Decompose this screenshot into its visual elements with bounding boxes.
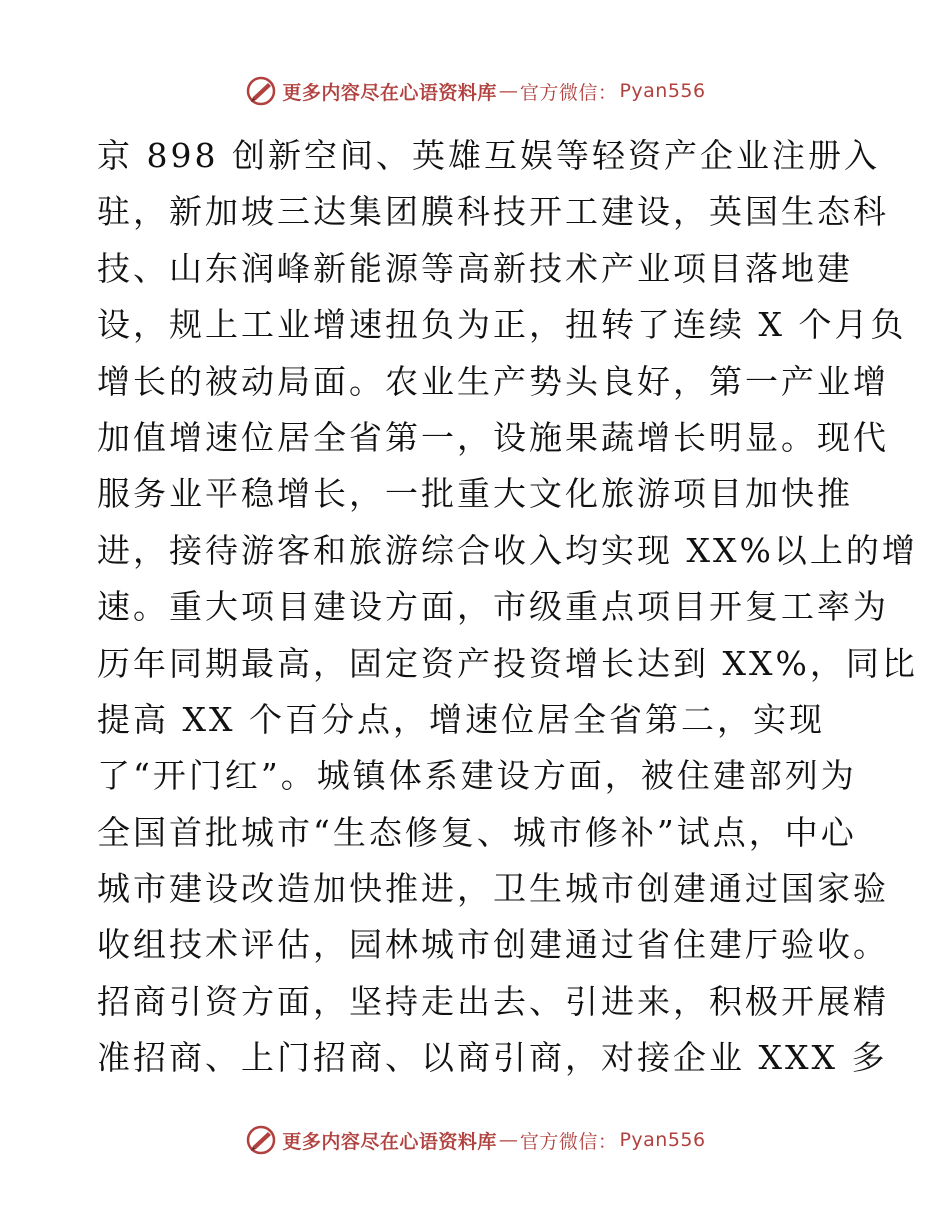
- watermark-contact-label: 官方微信：: [519, 1130, 618, 1153]
- text-line: 全国首批城市“生态修复、城市修补”试点，中心: [97, 812, 857, 852]
- text-line: 招商引资方面，坚持走出去、引进来，积极开展精: [97, 981, 889, 1021]
- text-line: 速。重大项目建设方面，市级重点项目开复工率为: [97, 587, 889, 627]
- watermark-wechat-id: Pyan556: [619, 1129, 706, 1151]
- text-line: 城市建设改造加快推进，卫生城市创建通过国家验: [97, 869, 889, 909]
- text-line: 加值增速位居全省第一，设施果蔬增长明显。现代: [97, 417, 889, 457]
- footer-watermark: [0, 1123, 950, 1157]
- text-line: 准招商、上门招商、以商引商，对接企业 XXX 多: [97, 1038, 888, 1078]
- text-line: 了“开门红”。城镇体系建设方面，被住建部列为: [97, 756, 857, 796]
- watermark-separator: —: [498, 80, 517, 102]
- text-line: 设，规上工业增速扭负为正，扭转了连续 X 个月负: [97, 305, 907, 345]
- logo-icon: [244, 1123, 278, 1157]
- text-line: 进，接待游客和旅游综合收入均实现 XX%以上的增: [97, 530, 918, 570]
- text-line: 历年同期最高，固定资产投资增长达到 XX%，同比: [97, 643, 918, 683]
- header-watermark: [0, 74, 950, 108]
- watermark-separator: —: [498, 1129, 517, 1151]
- text-line: 提高 XX 个百分点，增速位居全省第二，实现: [97, 699, 825, 739]
- text-line: 增长的被动局面。农业生产势头良好，第一产业增: [97, 361, 889, 401]
- text-line: 收组技术评估，园林城市创建通过省住建厅验收。: [97, 925, 889, 965]
- watermark-brand: 更多内容尽在心语资料库: [282, 81, 497, 104]
- document-body: [97, 128, 918, 1087]
- text-line: 京 898 创新空间、英雄互娱等轻资产企业注册入: [97, 136, 880, 175]
- text-line: 驻，新加坡三达集团膜科技开工建设，英国生态科: [97, 192, 889, 232]
- text-line: 技、山东润峰新能源等高新技术产业项目落地建: [97, 248, 853, 288]
- watermark-brand: 更多内容尽在心语资料库: [282, 1130, 497, 1153]
- watermark-contact-label: 官方微信：: [519, 81, 618, 104]
- watermark-wechat-id: Pyan556: [619, 80, 706, 102]
- text-line: 服务业平稳增长，一批重大文化旅游项目加快推: [97, 474, 853, 514]
- logo-icon: [244, 74, 278, 108]
